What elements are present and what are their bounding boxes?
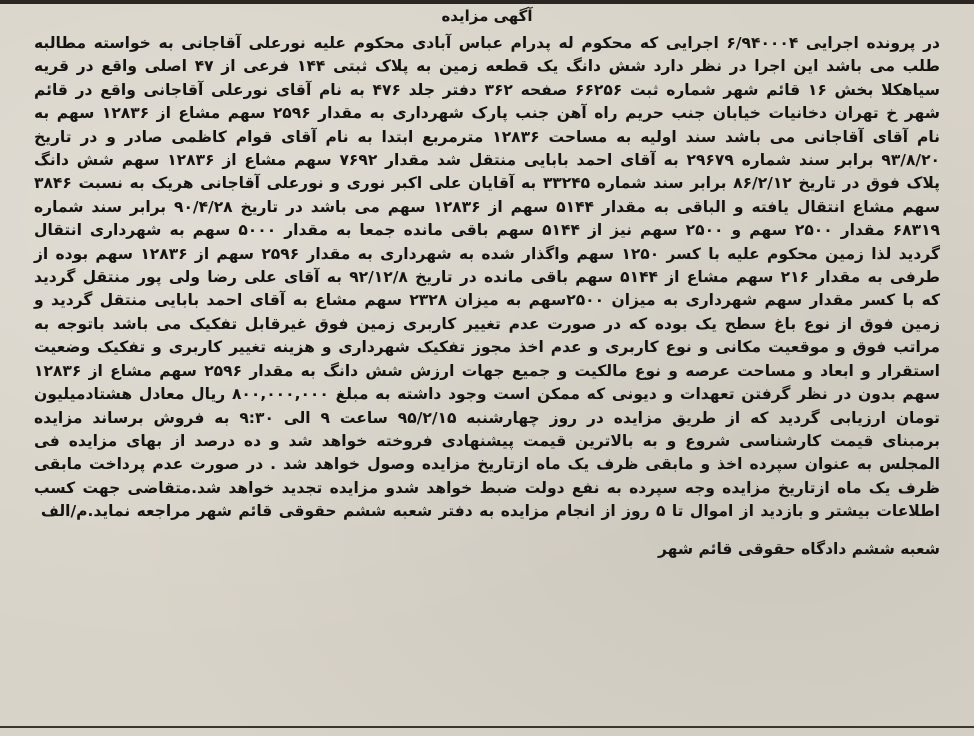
top-border-rule (0, 0, 974, 4)
notice-signature: شعبه ششم دادگاه حقوقی قائم شهر (657, 539, 940, 558)
notice-title: آگهی مزایده (441, 7, 533, 25)
bottom-border-rule (0, 726, 974, 728)
notice-body: در پرونده اجرایی ۶/۹۴۰۰۰۴ اجرایی که محکوم له پدرام عباس آبادی محکوم علیه نورعلی آقاجانی به خواسته مطالبه طلب می باشد این اجرا در نظر دارد شش دانگ یک قطعه زمین به پلاک ثبتی ۱۴۴ فرعی از ۴۷ اصلی واقع در قریه سیاهکلا بخش ۱۶ قائم شهر شماره ثبت ۶۶۲۵۶ صفحه ۳۶۲ دفتر جلد ۴۷۶ به نام آقای نورعلی آقاجانی واقع در قائم شهر خ تهران دخانیات خیابان جنب حریم راه آهن جنب پارک شهرداری به مقدار ۲۵۹۶ سهم مشاع از ۱۲۸۳۶ سهم به نام آقای آقاجانی می باشد سند اولیه به مساحت ۱۲۸۳۶ مترمربع ابتدا به نام آقای قوام کاظمی صادر و در تاریخ ۹۳/۸/۲۰ برابر سند شماره ۲۹۶۷۹ به آقای احمد بابایی منتقل شد مقدار ۷۶۹۲ سهم مشاع از ۱۲۸۳۶ سهم شش دانگ پلاک فوق در تاریخ ۸۶/۲/۱۲ برابر سند شماره ۳۳۲۴۵ به آقایان علی اکبر نوری و نورعلی آقاجانی هریک به نسبت ۳۸۴۶ سهم مشاع انتقال یافته و الباقی به مقدار ۵۱۴۴ سهم از ۱۲۸۳۶ سهم می باشد در تاریخ ۹۰/۴/۲۸ برابر سند شماره ۶۸۳۱۹ مقدار ۲۵۰۰ سهم و ۲۵۰۰ سهم نیز از ۵۱۴۴ سهم باقی مانده جمعا به مقدار ۵۰۰۰ سهم به شهرداری انتقال گردید لذا زمین محکوم علیه با کسر ۱۲۵۰ سهم واگذار شده به شهرداری به مقدار ۲۵۹۶ سهم از ۱۲۸۳۶ سهم بوده از طرفی به مقدار ۲۱۶ سهم مشاع از ۵۱۴۴ سهم باقی مانده در تاریخ ۹۲/۱۲/۸ به آقای علی رضا ولی پور منتقل گردید که با کسر مقدار سهم شهرداری به میزان ۲۵۰۰سهم به میزان ۲۳۲۸ سهم مشاع به آقای احمد بابایی منتقل گردید و زمین فوق از نوع باغ سطح یک بوده که در صورت عدم تغییر کاربری زمین فوق غیرقابل تفکیک می باشد باتوجه به مراتب فوق و موقعیت مکانی و نوع کاربری و عدم اخذ مجوز تفکیک شهرداری و هزینه تغییر کاربری و تفکیک وضعیت استقرار و ابعاد و مساحت عرصه و نوع مالکیت و جمیع جهات ارزش شش دانگ به مقدار ۲۵۹۶ سهم مشاع از ۱۲۸۳۶ سهم بدون در نظر گرفتن تعهدات و دیونی که ممکن است وجود داشته به مبلغ ۸۰۰,۰۰۰,۰۰۰ ریال معادل هشتادمیلیون تومان ارزیابی گردید که از طریق مزایده در روز چهارشنبه ۹۵/۲/۱۵ ساعت ۹ الی ۹:۳۰ به فروش برساند مزایده برمبنای قیمت کارشناسی شروع و به بالاترین قیمت پیشنهادی فروخته خواهد شد و ده درصد از بهای مزایده فی المجلس به عنوان سپرده اخذ و مابقی ظرف یک ماه ازتاریخ مزایده وصول خواهد شد . در صورت عدم پرداخت مابقی ظرف یک ماه ازتاریخ مزایده وجه سپرده به نفع دولت ضبط خواهد شدو مزایده تجدید خواهد شد.متقاضی جهت کسب اطلاعات بیشتر و بازدید از اموال تا ۵ روز از انجام مزایده به دفتر شعبه ششم حقوقی قائم شهر مراجعه نماید.م/الف (34, 34, 941, 521)
